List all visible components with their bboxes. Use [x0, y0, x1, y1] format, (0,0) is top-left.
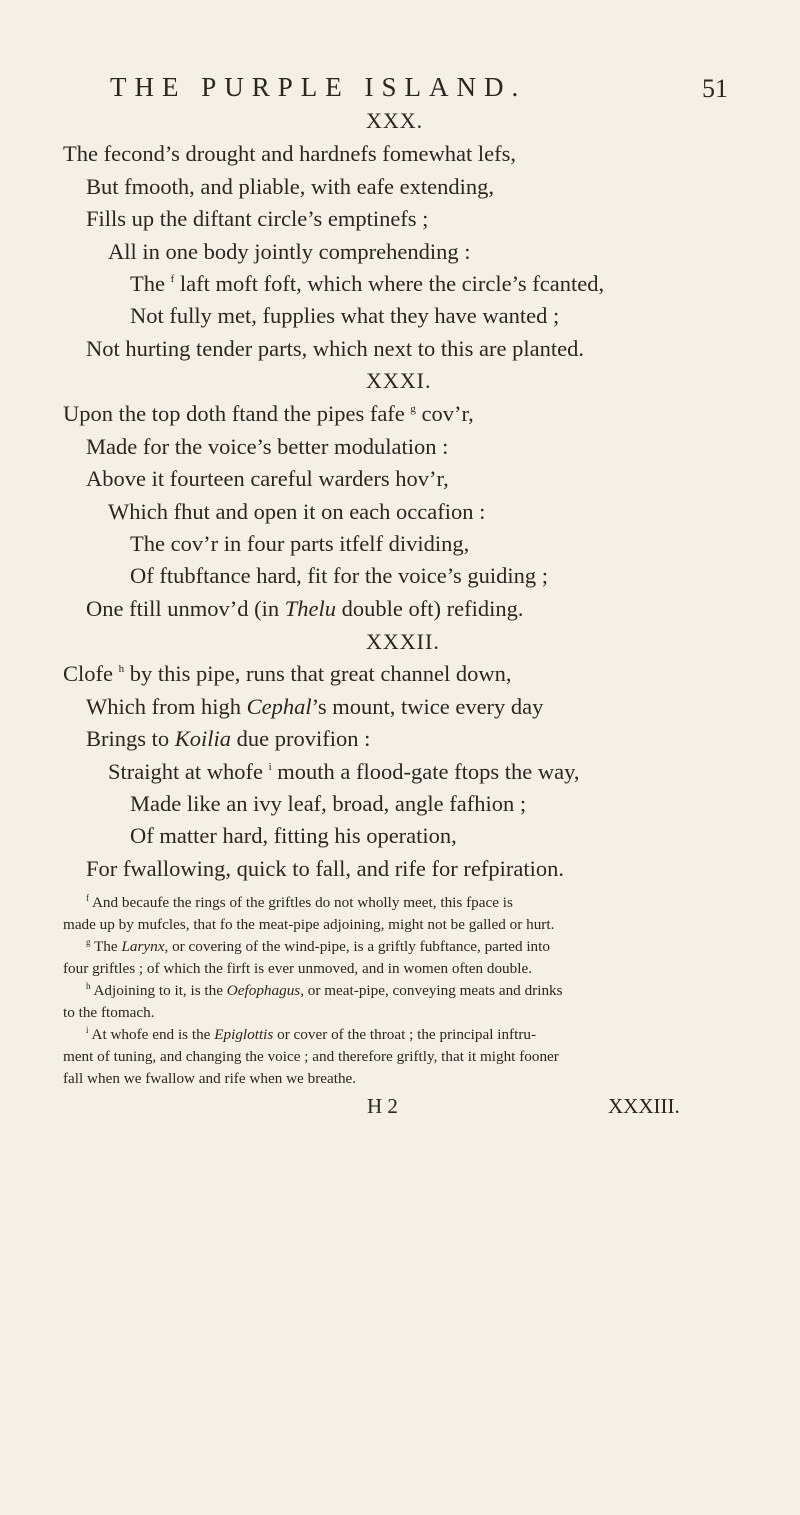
footnote-line: made up by mufcles, that fo the meat-pipe adjoining, might not be galled or hurt. — [63, 916, 555, 933]
footnote-text: The — [94, 938, 122, 955]
footnote-ref-h: h — [118, 663, 125, 675]
verse-line: But fmooth, and pliable, with eafe extending, — [86, 174, 495, 199]
footnote-ref-g: g — [410, 403, 416, 415]
catchword: XXXIII. — [608, 1094, 680, 1118]
verse-line: Not fully met, fupplies what they have wanted ; — [130, 303, 560, 328]
verse-italic: Thelu — [284, 596, 336, 621]
verse-line: Made like an ivy leaf, broad, angle fafhion ; — [130, 791, 527, 816]
footnote-term: Epiglottis — [214, 1026, 274, 1043]
verse-line: Not hurting tender parts, which next to this are planted. — [86, 336, 584, 361]
footnote-text: And becaufe the rings of the griftles do not wholly meet, this fpace is — [91, 894, 513, 911]
running-title: THE PURPLE ISLAND. — [110, 72, 527, 102]
verse-text: Which from high — [86, 694, 247, 719]
verse-line — [130, 270, 604, 298]
stanza-number-xxx: XXX. — [366, 108, 424, 133]
verse-line: The fecond’s drought and hardnefs fomewhat lefs, — [63, 141, 516, 166]
verse-line: All in one body jointly comprehending : — [108, 239, 471, 264]
footnote-ref-f: f — [170, 273, 175, 285]
verse-line: For fwallowing, quick to fall, and rife for refpiration. — [86, 856, 564, 881]
verse-italic: Koilia — [174, 726, 232, 751]
footnote-line: ment of tuning, and changing the voice ; and therefore griftly, that it might fooner — [63, 1048, 559, 1065]
footnote-term: Oefophagus — [226, 982, 301, 999]
footnote-line: fall when we fwallow and rife when we breathe. — [63, 1070, 357, 1087]
verse-line: Of ftubftance hard, fit for the voice’s guiding ; — [130, 563, 548, 588]
verse-line: Fills up the diftant circle’s emptinefs ; — [86, 206, 429, 231]
verse-text: Clofe — [63, 661, 119, 686]
verse-text: double oft) refiding. — [336, 596, 524, 621]
verse-text: due provifion : — [231, 726, 371, 751]
footnote-text: or cover of the throat ; the principal inftru- — [273, 1026, 537, 1043]
signature-mark: H 2 — [367, 1094, 398, 1118]
stanza-number-xxxii: XXXII. — [366, 629, 440, 654]
verse-text: by this pipe, runs that great channel down, — [124, 661, 512, 686]
verse-text: laft moft foft, which where the circle’s fcanted, — [174, 271, 605, 296]
verse-text: ’s mount, twice every day — [311, 694, 544, 719]
verse-text: Straight at whofe — [108, 759, 269, 784]
footnote-mark: i — [86, 1025, 89, 1035]
footnote-line: to the ftomach. — [63, 1004, 155, 1021]
footnote-line: four griftles ; of which the firft is ever unmoved, and in women often double. — [63, 960, 533, 977]
footnote-mark: f — [86, 893, 89, 903]
footnote-text: , or covering of the wind-pipe, is a griftly fubftance, parted into — [164, 938, 550, 955]
verse-line — [86, 725, 370, 753]
verse-text: The — [130, 271, 165, 296]
verse-line: The cov’r in four parts itfelf dividing, — [130, 531, 470, 556]
footnote-text: At whofe end is the — [91, 1026, 215, 1043]
verse-italic: Cephal — [246, 694, 312, 719]
stanza-number-xxxi: XXXI. — [366, 368, 432, 393]
footnote-text: , or meat-pipe, conveying meats and drinks — [300, 982, 563, 999]
page-number: 51 — [702, 74, 728, 103]
footnote-mark: h — [86, 981, 91, 991]
verse-line — [63, 660, 512, 688]
verse-line — [108, 758, 580, 786]
verse-line: Which fhut and open it on each occafion : — [108, 499, 486, 524]
footnote-g — [86, 937, 550, 957]
verse-text: cov’r, — [415, 401, 474, 426]
verse-line: Above it fourteen careful warders hov’r, — [86, 466, 449, 491]
footnote-h — [86, 981, 563, 1001]
verse-text: mouth a flood-gate ftops the way, — [271, 759, 580, 784]
verse-line — [63, 400, 474, 428]
footnote-f — [86, 893, 513, 913]
verse-text: One ftill unmov’d (in — [86, 596, 285, 621]
verse-line — [86, 693, 543, 721]
footnote-mark: g — [86, 937, 91, 947]
verse-line — [86, 595, 523, 623]
verse-line: Of matter hard, fitting his operation, — [130, 823, 457, 848]
verse-text: Brings to — [86, 726, 175, 751]
footnote-i — [86, 1025, 536, 1045]
footnote-term: Larynx — [121, 938, 165, 955]
verse-text: Upon the top doth ftand the pipes fafe — [63, 401, 411, 426]
verse-line: Made for the voice’s better modulation : — [86, 434, 449, 459]
footnote-text: Adjoining to it, is the — [93, 982, 227, 999]
footnote-ref-i: i — [268, 761, 272, 773]
